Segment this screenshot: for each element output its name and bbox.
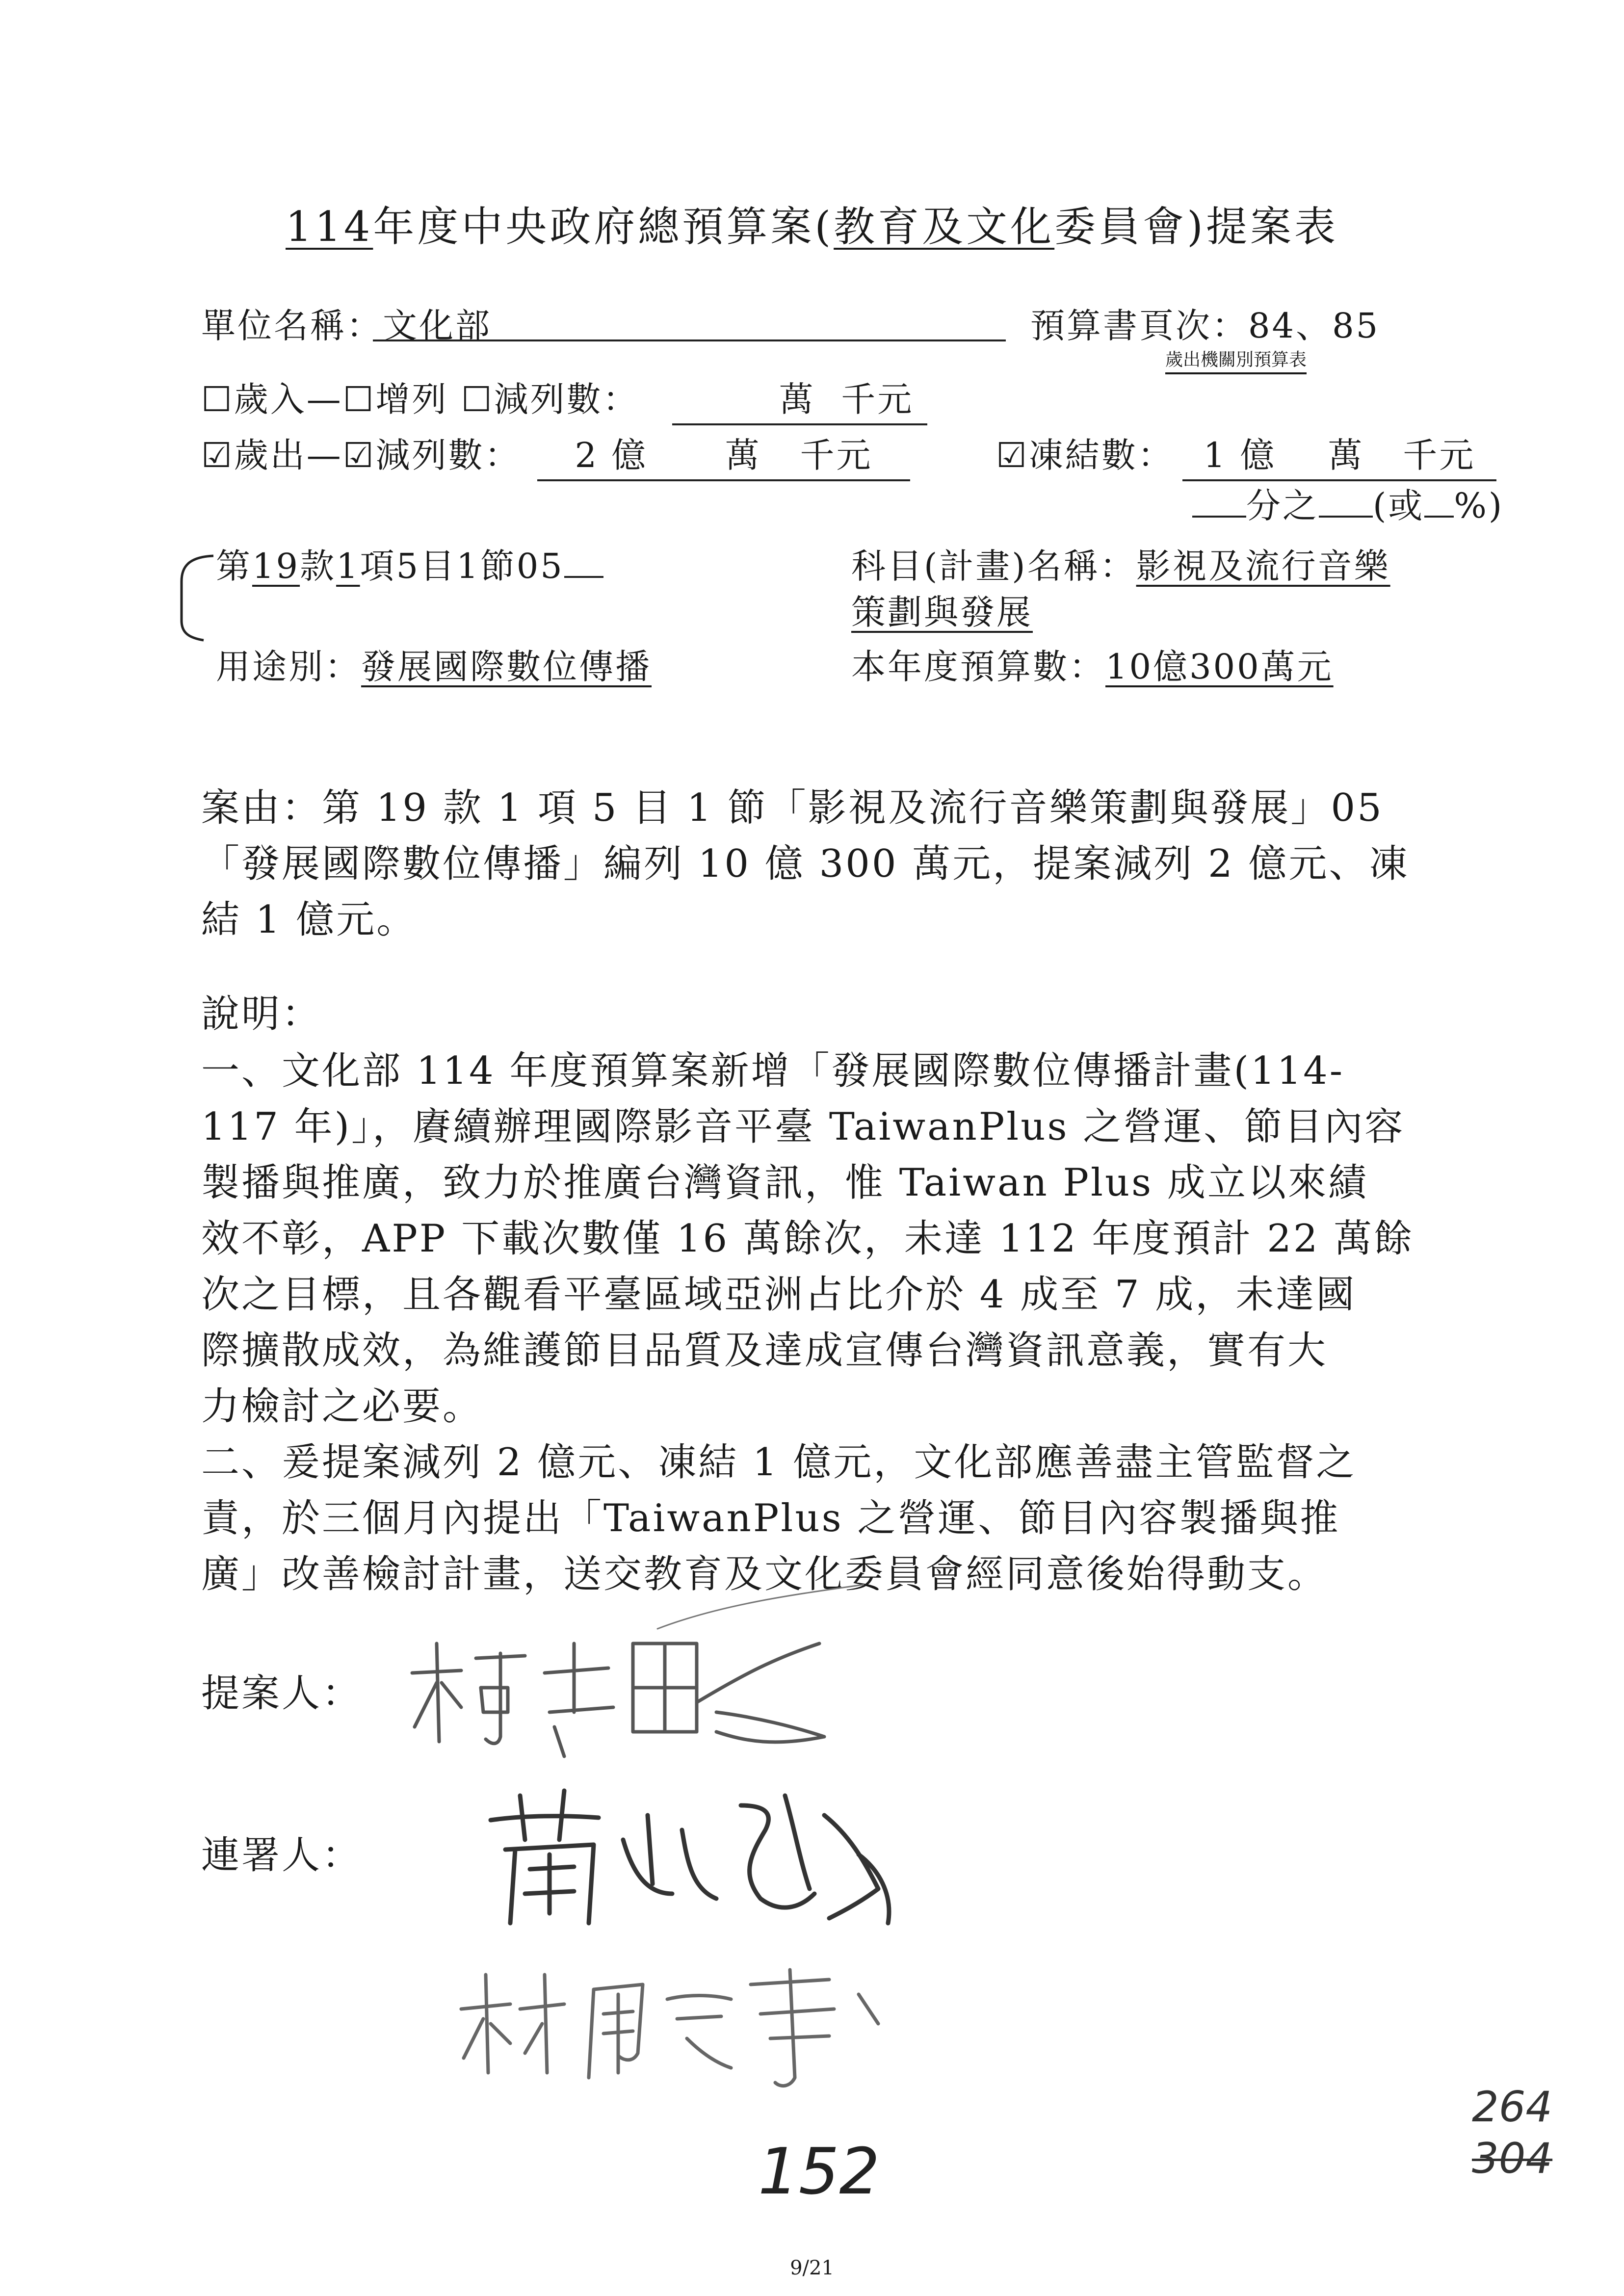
explanation-line: 二、爰提案減列 2 億元、凍結 1 億元，文化部應善盡主管監督之 (201, 1440, 1357, 1485)
subject-label: 科目(計畫)名稱： (851, 546, 1136, 586)
freeze-qian-unit: 千元 (1403, 435, 1476, 475)
proposer-signature (402, 1614, 868, 1773)
case-line: 案由：第 19 款 1 項 5 目 1 節「影視及流行音樂策劃與發展」05 (201, 786, 1384, 830)
handwritten-number-top: 264 (1472, 2083, 1553, 2132)
item-mu-num: 5 (396, 546, 420, 586)
footer-page-number: 9/21 (790, 2257, 834, 2279)
item-code-row (216, 539, 603, 588)
fraction-fen: 分之 (1246, 486, 1319, 526)
case-line: 結 1 億元。 (201, 898, 417, 942)
page-title (0, 194, 1624, 253)
freeze-checkbox[interactable]: ☑ (996, 435, 1029, 475)
item-xiang-num: 1 (336, 546, 360, 586)
revenue-wan: 萬 (779, 379, 815, 419)
explanation-line: 次之目標，且各觀看平臺區域亞洲占比介於 4 成至 7 成，未達國 (201, 1273, 1357, 1317)
revenue-add-checkbox[interactable]: ☐ (342, 379, 376, 419)
expense-wan-unit: 萬 (725, 435, 761, 475)
fraction-row (1192, 478, 1504, 528)
expense-reduce-yi-value: 2 (575, 435, 599, 475)
revenue-add-label: 增列 (375, 379, 448, 419)
item-jie-num: 1 (456, 546, 480, 586)
revenue-label: 歲入— (234, 379, 343, 419)
revenue-amount-field (672, 372, 927, 425)
usage-value: 發展國際數位傳播 (361, 647, 652, 687)
explanation-line: 製播與推廣，致力於推廣台灣資訊，惟 Taiwan Plus 成立以來績 (201, 1161, 1368, 1205)
item-kuan-num: 19 (252, 546, 300, 586)
title-committee: 教育及文化 (834, 203, 1055, 251)
title-year: 114 (286, 203, 373, 251)
revenue-row (201, 372, 639, 421)
freeze-amount-field (1182, 428, 1496, 481)
subject-name-field (851, 539, 1390, 588)
usage-label: 用途別： (216, 647, 361, 687)
subject-line2: 策劃與發展 (851, 592, 1033, 632)
handwritten-number-bottom: 304 (1472, 2134, 1553, 2183)
budget-page-value: 84、85 (1248, 306, 1380, 346)
annual-budget-label: 本年度預算數： (851, 647, 1105, 687)
usage-field (216, 639, 652, 689)
freeze-yi-unit: 億 (1240, 435, 1277, 475)
item-kuan: 款 (300, 546, 337, 586)
explanation-section (201, 986, 1414, 1602)
revenue-checkbox[interactable]: ☐ (201, 379, 234, 419)
explanation-line: 力檢討之必要。 (201, 1384, 483, 1429)
annual-budget-value: 10億300萬元 (1105, 647, 1334, 687)
cosigner-signature-2 (456, 1955, 898, 2104)
expense-checkbox[interactable]: ☑ (201, 435, 234, 475)
expense-amount-field (537, 428, 910, 481)
subject-line1: 影視及流行音樂 (1136, 546, 1390, 586)
explanation-line: 責，於三個月內提出「TaiwanPlus 之營運、節目內容製播與推 (201, 1496, 1340, 1540)
budget-page-field (1030, 298, 1380, 348)
revenue-reduce-checkbox[interactable]: ☐ (461, 379, 494, 419)
freeze-yi-value: 1 (1203, 435, 1228, 475)
item-xiang: 項 (360, 546, 396, 586)
explanation-line: 際擴散成效，為維護節目品質及達成宣傳台灣資訊意義，實有大 (201, 1329, 1328, 1373)
expense-yi-unit: 億 (611, 435, 648, 475)
budget-page-note: 歲出機關別預算表 (1165, 350, 1307, 370)
expense-label: 歲出— (234, 435, 343, 475)
item-bracket (174, 547, 218, 645)
explanation-line: 廣」改善檢討計畫，送交教育及文化委員會經同意後始得動支。 (201, 1552, 1328, 1596)
item-mu: 目 (420, 546, 457, 586)
unit-label: 單位名稱： (201, 306, 383, 346)
explanation-line: 117 年)」，賡續辦理國際影音平臺 TaiwanPlus 之營運、節目內容 (201, 1105, 1405, 1149)
title-part1: 年度中央政府總預算案( (373, 203, 834, 251)
fraction-or: (或 (1373, 486, 1425, 526)
freeze-label: 凍結數： (1028, 435, 1174, 475)
item-code: 05 (516, 546, 564, 586)
case-section (201, 780, 1410, 948)
expense-qian-unit: 千元 (800, 435, 873, 475)
item-di: 第 (216, 546, 252, 586)
revenue-reduce-label: 減列數： (494, 379, 639, 419)
fraction-pct: %) (1454, 486, 1504, 526)
budget-page-label: 預算書頁次： (1030, 306, 1248, 346)
cosigner-signature-1 (486, 1776, 927, 1935)
revenue-qian: 千元 (841, 379, 914, 419)
case-line: 「發展國際數位傳播」編列 10 億 300 萬元，提案減列 2 億元、凍 (201, 842, 1410, 886)
expense-reduce-checkbox[interactable]: ☑ (342, 435, 376, 475)
cosigner-label: 連署人： (201, 1833, 363, 1878)
annual-budget-field (851, 639, 1334, 689)
expense-row (201, 428, 521, 477)
explanation-heading: 說明： (201, 992, 322, 1036)
unit-underline (373, 339, 1006, 341)
freeze-field (996, 428, 1174, 477)
handwritten-page-number: 152 (758, 2134, 880, 2209)
proposer-label: 提案人： (201, 1671, 363, 1716)
item-jie: 節 (480, 546, 517, 586)
explanation-line: 效不彰，APP 下載次數僅 16 萬餘次，未達 112 年度預計 22 萬餘 (201, 1217, 1414, 1261)
title-part2: 委員會)提案表 (1054, 203, 1338, 251)
explanation-line: 一、文化部 114 年度預算案新增「發展國際數位傳播計畫(114- (201, 1049, 1345, 1093)
freeze-wan-unit: 萬 (1328, 435, 1364, 475)
unit-value: 文化部 (383, 306, 492, 346)
expense-reduce-label: 減列數： (375, 435, 521, 475)
